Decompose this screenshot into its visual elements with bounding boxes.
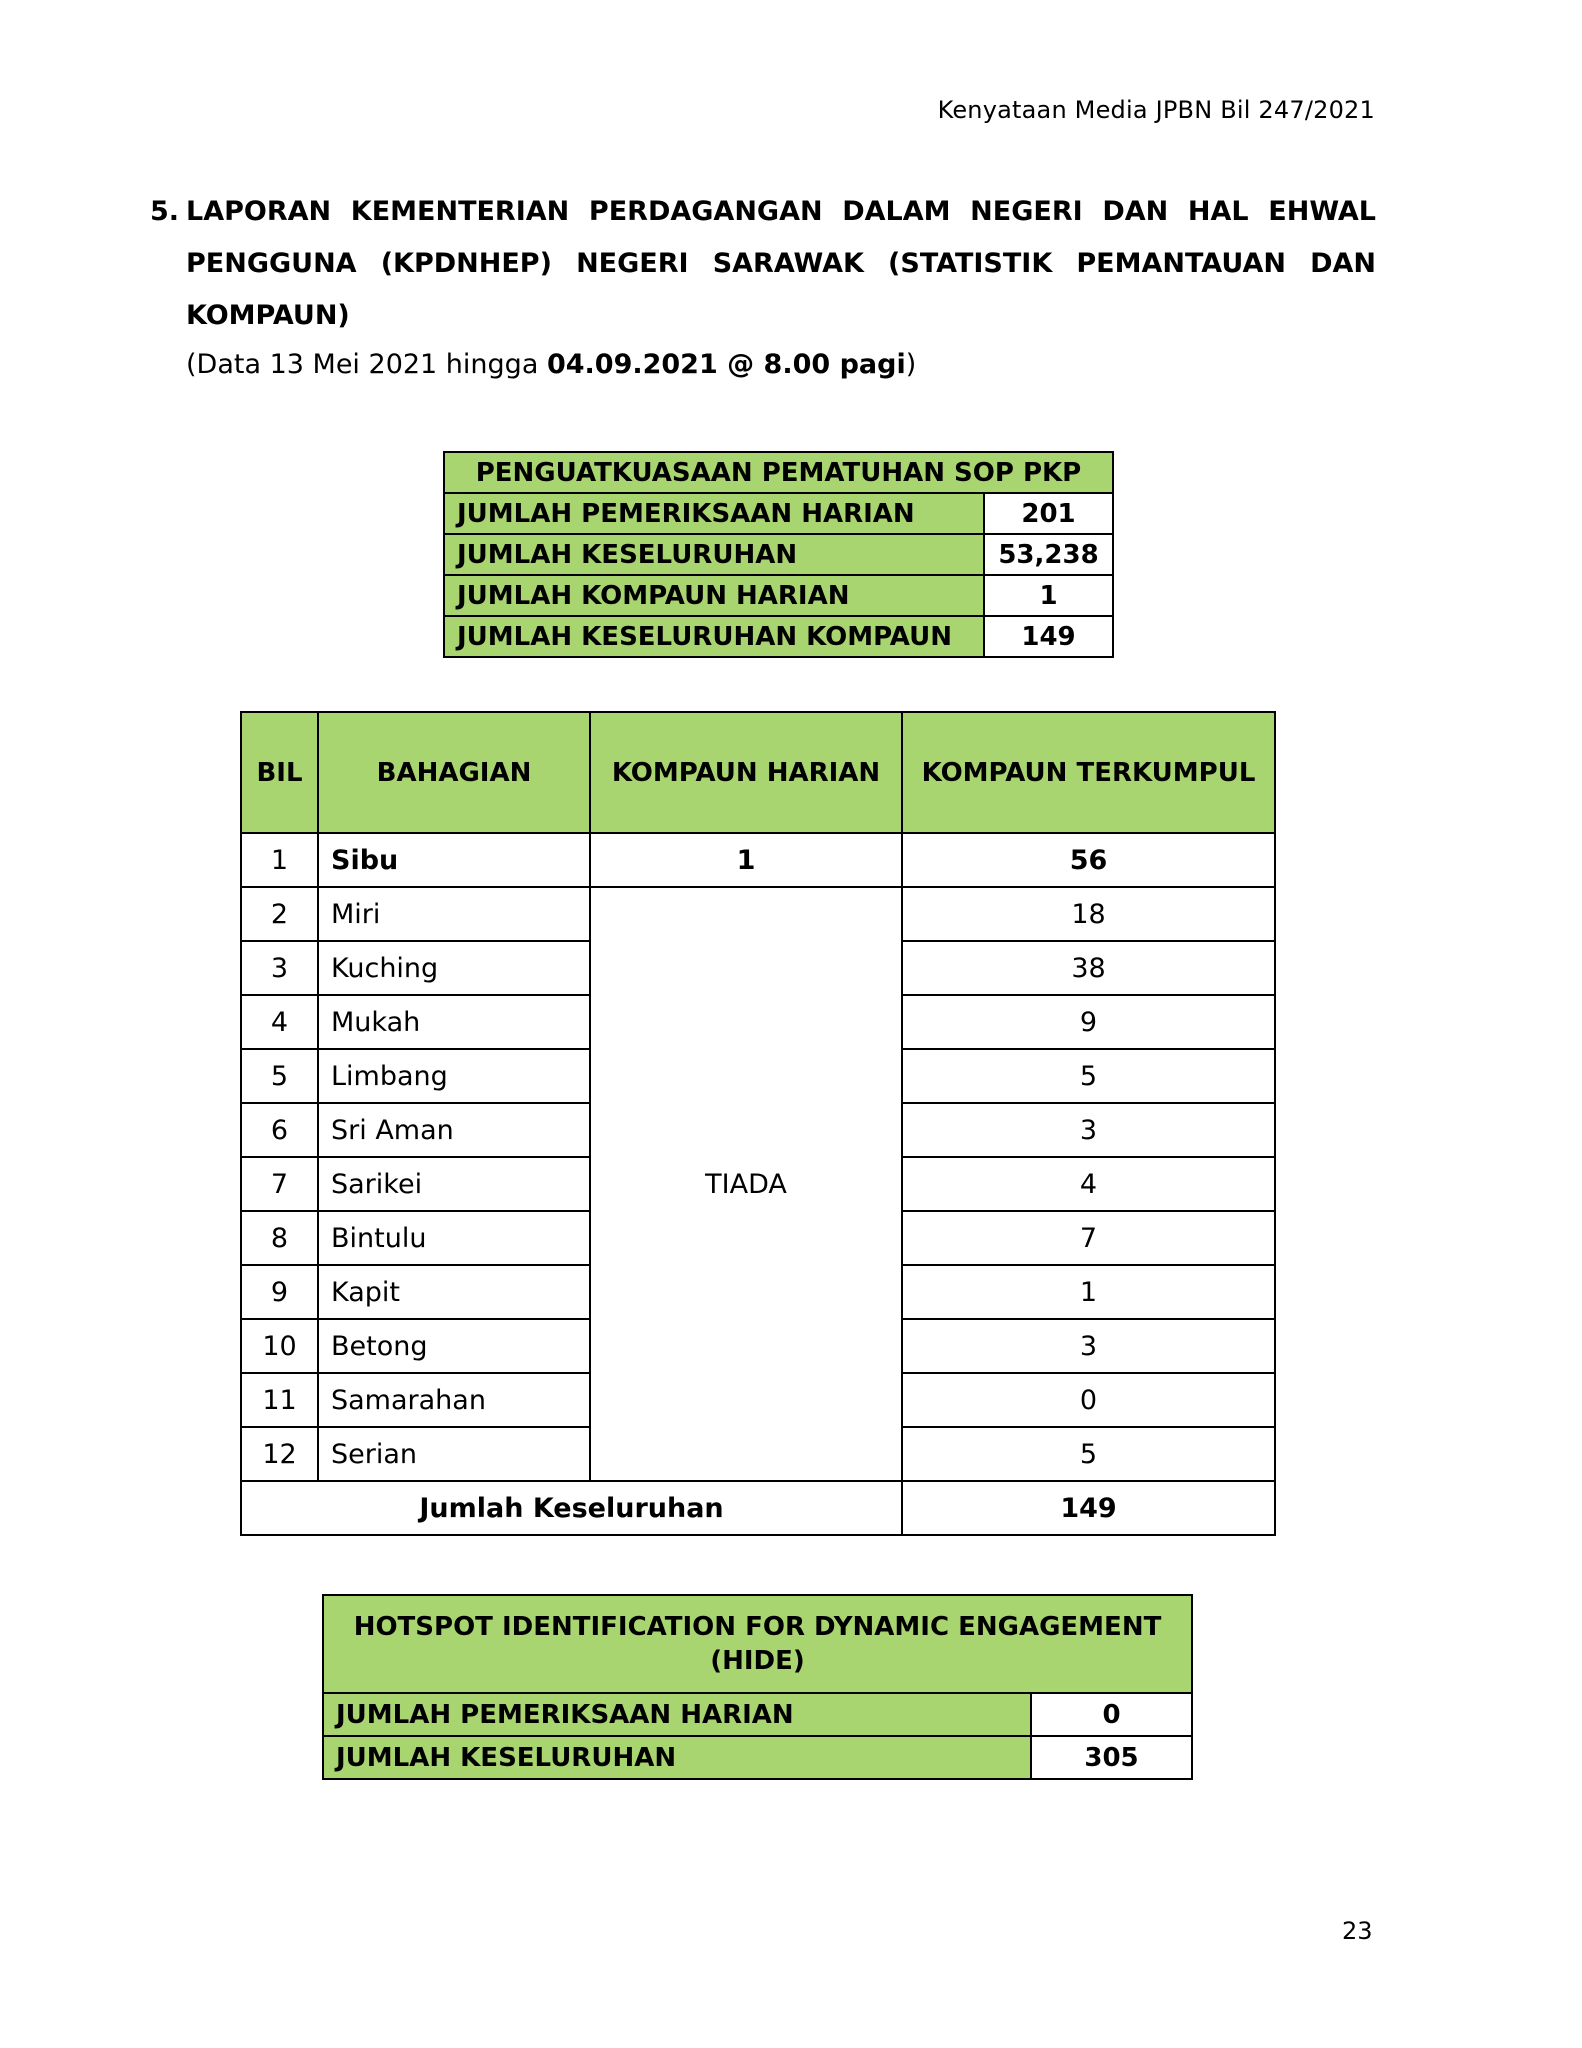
cell-kompaun-harian: 1 bbox=[590, 833, 902, 887]
cell-bil: 2 bbox=[241, 887, 318, 941]
row-label: JUMLAH PEMERIKSAAN HARIAN bbox=[444, 493, 984, 534]
table-row bbox=[444, 493, 1113, 534]
cell-kompaun-terkumpul: 4 bbox=[902, 1157, 1275, 1211]
row-value: 149 bbox=[984, 616, 1113, 657]
total-value: 149 bbox=[902, 1481, 1275, 1535]
cell-bil: 8 bbox=[241, 1211, 318, 1265]
total-label: Jumlah Keseluruhan bbox=[241, 1481, 902, 1535]
cell-kompaun-terkumpul: 38 bbox=[902, 941, 1275, 995]
row-value: 53,238 bbox=[984, 534, 1113, 575]
date-prefix: (Data 13 Mei 2021 hingga bbox=[186, 349, 547, 380]
cell-bahagian: Samarahan bbox=[318, 1373, 590, 1427]
cell-kompaun-terkumpul: 5 bbox=[902, 1049, 1275, 1103]
row-label: JUMLAH KOMPAUN HARIAN bbox=[444, 575, 984, 616]
table-row bbox=[323, 1693, 1192, 1736]
cell-bahagian: Sri Aman bbox=[318, 1103, 590, 1157]
cell-kompaun-terkumpul: 56 bbox=[902, 833, 1275, 887]
cell-bahagian: Limbang bbox=[318, 1049, 590, 1103]
cell-kompaun-terkumpul: 9 bbox=[902, 995, 1275, 1049]
cell-kompaun-terkumpul: 5 bbox=[902, 1427, 1275, 1481]
row-value: 201 bbox=[984, 493, 1113, 534]
section-heading bbox=[150, 186, 1376, 342]
row-label: JUMLAH PEMERIKSAAN HARIAN bbox=[323, 1693, 1031, 1736]
table-row bbox=[444, 575, 1113, 616]
row-value: 1 bbox=[984, 575, 1113, 616]
cell-bahagian: Serian bbox=[318, 1427, 590, 1481]
cell-kompaun-terkumpul: 1 bbox=[902, 1265, 1275, 1319]
column-header-kompaun-harian: KOMPAUN HARIAN bbox=[590, 712, 902, 833]
cell-bil: 4 bbox=[241, 995, 318, 1049]
cell-bahagian: Mukah bbox=[318, 995, 590, 1049]
row-label: JUMLAH KESELURUHAN KOMPAUN bbox=[444, 616, 984, 657]
cell-bahagian: Kapit bbox=[318, 1265, 590, 1319]
cell-bahagian: Sarikei bbox=[318, 1157, 590, 1211]
cell-bil: 5 bbox=[241, 1049, 318, 1103]
total-row bbox=[241, 1481, 1275, 1535]
cell-bahagian: Miri bbox=[318, 887, 590, 941]
hide-table-title: HOTSPOT IDENTIFICATION FOR DYNAMIC ENGAGEMENT (HIDE) bbox=[323, 1595, 1192, 1693]
cell-bahagian: Betong bbox=[318, 1319, 590, 1373]
cell-kompaun-terkumpul: 3 bbox=[902, 1103, 1275, 1157]
table-row bbox=[444, 616, 1113, 657]
table-header-row bbox=[241, 712, 1275, 833]
section-title: LAPORAN KEMENTERIAN PERDAGANGAN DALAM NEGERI DAN HAL EHWAL PENGGUNA (KPDNHEP) NEGERI SARAWAK (STATISTIK PEMANTAUAN DAN KOMPAUN) bbox=[186, 196, 1376, 331]
cell-bil: 11 bbox=[241, 1373, 318, 1427]
kompaun-by-division-table bbox=[240, 711, 1276, 1536]
cell-bil: 1 bbox=[241, 833, 318, 887]
cell-kompaun-terkumpul: 0 bbox=[902, 1373, 1275, 1427]
cell-kompaun-terkumpul: 3 bbox=[902, 1319, 1275, 1373]
cell-bahagian: Bintulu bbox=[318, 1211, 590, 1265]
hide-table bbox=[322, 1594, 1193, 1780]
column-header-bil: BIL bbox=[241, 712, 318, 833]
table-row bbox=[241, 833, 1275, 887]
sop-table-title: PENGUATKUASAAN PEMATUHAN SOP PKP bbox=[444, 452, 1113, 493]
page-number: 23 bbox=[1342, 1917, 1373, 1945]
document-reference: Kenyataan Media JPBN Bil 247/2021 bbox=[937, 96, 1375, 124]
cell-bil: 3 bbox=[241, 941, 318, 995]
table-row bbox=[323, 1736, 1192, 1779]
data-date-range bbox=[186, 345, 916, 385]
table-row bbox=[241, 887, 1275, 941]
column-header-kompaun-terkumpul: KOMPAUN TERKUMPUL bbox=[902, 712, 1275, 833]
section-number: 5. bbox=[150, 196, 180, 227]
cell-bahagian: Kuching bbox=[318, 941, 590, 995]
date-bold: 04.09.2021 @ 8.00 pagi bbox=[546, 349, 906, 380]
cell-kompaun-terkumpul: 7 bbox=[902, 1211, 1275, 1265]
date-suffix: ) bbox=[905, 349, 917, 380]
row-label: JUMLAH KESELURUHAN bbox=[444, 534, 984, 575]
cell-kompaun-terkumpul: 18 bbox=[902, 887, 1275, 941]
cell-bil: 6 bbox=[241, 1103, 318, 1157]
row-value: 0 bbox=[1031, 1693, 1192, 1736]
column-header-bahagian: BAHAGIAN bbox=[318, 712, 590, 833]
sop-enforcement-table bbox=[443, 451, 1114, 658]
cell-bahagian: Sibu bbox=[318, 833, 590, 887]
cell-kompaun-harian-merged: TIADA bbox=[590, 887, 902, 1481]
row-label: JUMLAH KESELURUHAN bbox=[323, 1736, 1031, 1779]
cell-bil: 10 bbox=[241, 1319, 318, 1373]
cell-bil: 7 bbox=[241, 1157, 318, 1211]
cell-bil: 9 bbox=[241, 1265, 318, 1319]
row-value: 305 bbox=[1031, 1736, 1192, 1779]
cell-bil: 12 bbox=[241, 1427, 318, 1481]
table-row bbox=[444, 534, 1113, 575]
